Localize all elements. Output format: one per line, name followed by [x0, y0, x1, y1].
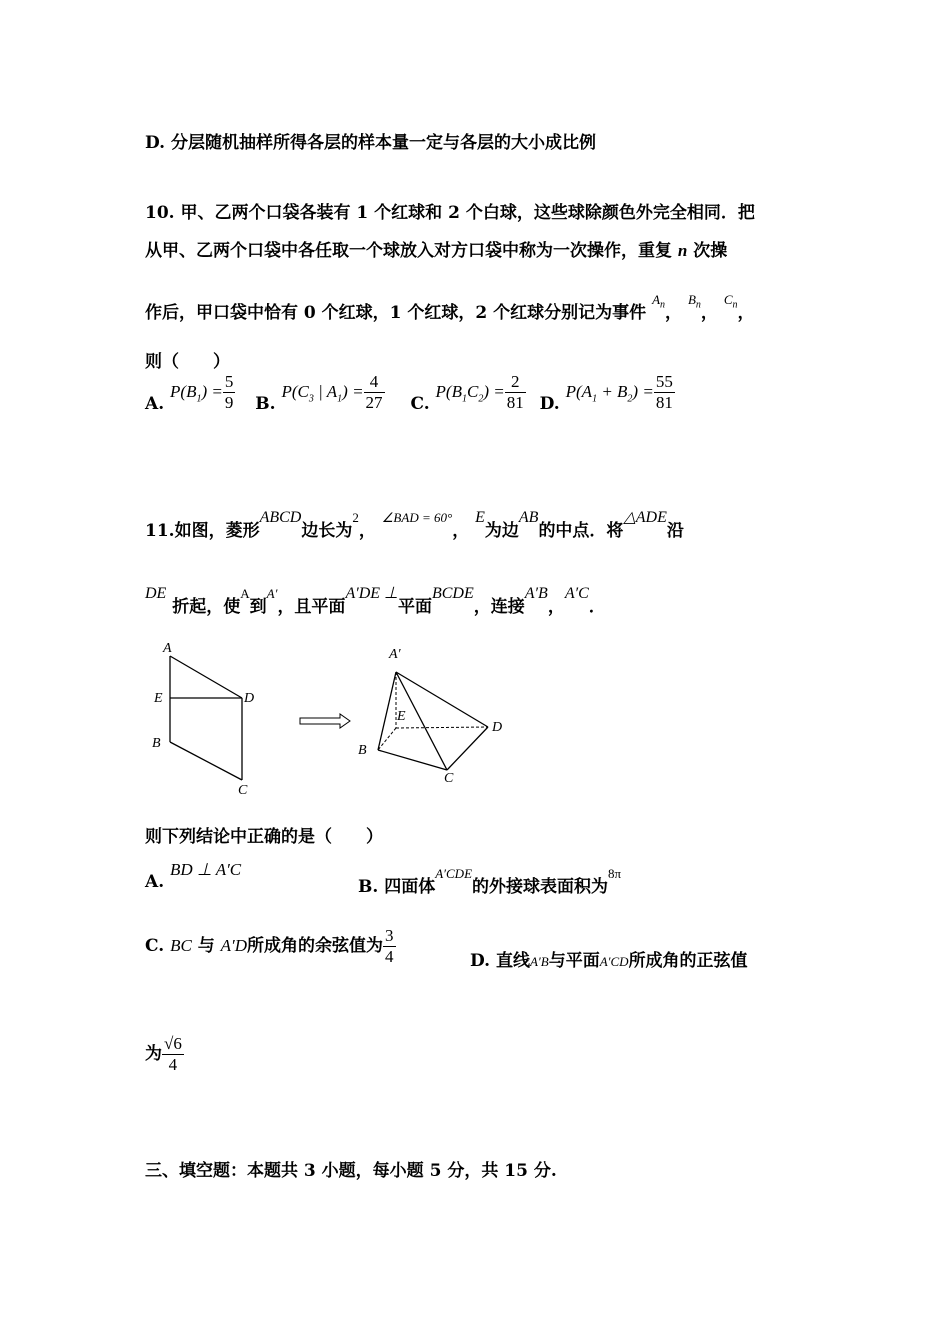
fig2-label-ap: A′: [389, 647, 401, 662]
q10-line3: 作后，甲口袋中恰有 0 个红球，1 个红球，2 个红球分别记为事件 $^{A_n}$， $^{B_n}$， $^{C_n}$，: [145, 292, 755, 323]
q10-line2: 从甲、乙两个口袋中各任取一个球放入对方口袋中称为一次操作，重复 n 次操: [145, 241, 728, 261]
q11-question: 则下列结论中正确的是（ ）: [145, 827, 383, 847]
option-d-text: D. 分层随机抽样所得各层的样本量一定与各层的大小成比例: [145, 133, 596, 153]
fig2-edge-bc: [378, 750, 447, 770]
q10-option-c[interactable]: C. $P(B_1C_2)$ = $\frac{2}{81}$: [410, 372, 524, 414]
q11-option-a[interactable]: A. BD ⊥ A′C: [145, 860, 242, 892]
rhombus-figure: [140, 630, 540, 810]
fig1-edge-ad: [170, 656, 242, 698]
fig1-edge-bc: [170, 742, 242, 780]
fig1-label-e: E: [154, 691, 163, 706]
q11-line2: DE 折起，使$^A$到$^{A'}$，且平面A′DE ⊥平面BCDE，连接A′B，A′C．: [145, 585, 606, 617]
q10-option-b[interactable]: B. $P(C_3$ | $A_1$) = $\frac{4}{27}$: [255, 372, 383, 414]
fold-arrow-icon: [300, 714, 350, 728]
fig2-edge-ed: [396, 727, 488, 728]
fig2-edge-cd: [447, 727, 488, 770]
q11-line1: 11.如图，菱形ABCD边长为$^2$， $^{\angle BAD = 60^\circ}$， E为边AB的中点．将△ADE沿: [145, 509, 684, 541]
section-3-heading: 三、填空题：本题共 3 小题，每小题 5 分，共 15 分.: [145, 1161, 557, 1181]
fig2-edge-apb: [378, 672, 396, 750]
q10-option-a[interactable]: A. $P(B_1)$ = $\frac{5}{9}$: [145, 372, 234, 414]
fig2-label-d: D: [492, 720, 503, 735]
fig1-label-c: C: [238, 783, 248, 798]
event-a: An: [652, 292, 666, 311]
q11-option-d-cont: 为 $\frac{√6}{4}$: [145, 1034, 182, 1074]
fig2-label-c: C: [444, 771, 454, 786]
fig2-label-e: E: [397, 709, 406, 724]
fig1-label-d: D: [244, 691, 255, 706]
event-c: Cn: [723, 292, 738, 311]
q10-line4: 则（ ）: [145, 352, 230, 372]
fig1-label-a: A: [163, 641, 172, 656]
q11-option-c[interactable]: C. BC 与 A′D所成角的余弦值为 $\frac{3}{4}$: [145, 926, 394, 966]
q10-options: [145, 372, 675, 425]
fig1-label-b: B: [152, 736, 161, 751]
fig2-label-b: B: [358, 743, 367, 758]
q11-option-d[interactable]: D. 直线A′B与平面A′CD所成角的正弦值: [470, 951, 748, 971]
q10-line1: 10. 甲、乙两个口袋各装有 1 个红球和 2 个白球，这些球除颜色外完全相同．把: [145, 203, 755, 223]
event-b: Bn: [687, 292, 701, 311]
q11-option-b[interactable]: B. 四面体$^{A'CDE}$的外接球表面积为$^{8\pi}$: [358, 866, 622, 897]
q10-option-d[interactable]: D. $P(A_1 + B_2)$ = $\frac{55}{81}$: [539, 372, 673, 414]
